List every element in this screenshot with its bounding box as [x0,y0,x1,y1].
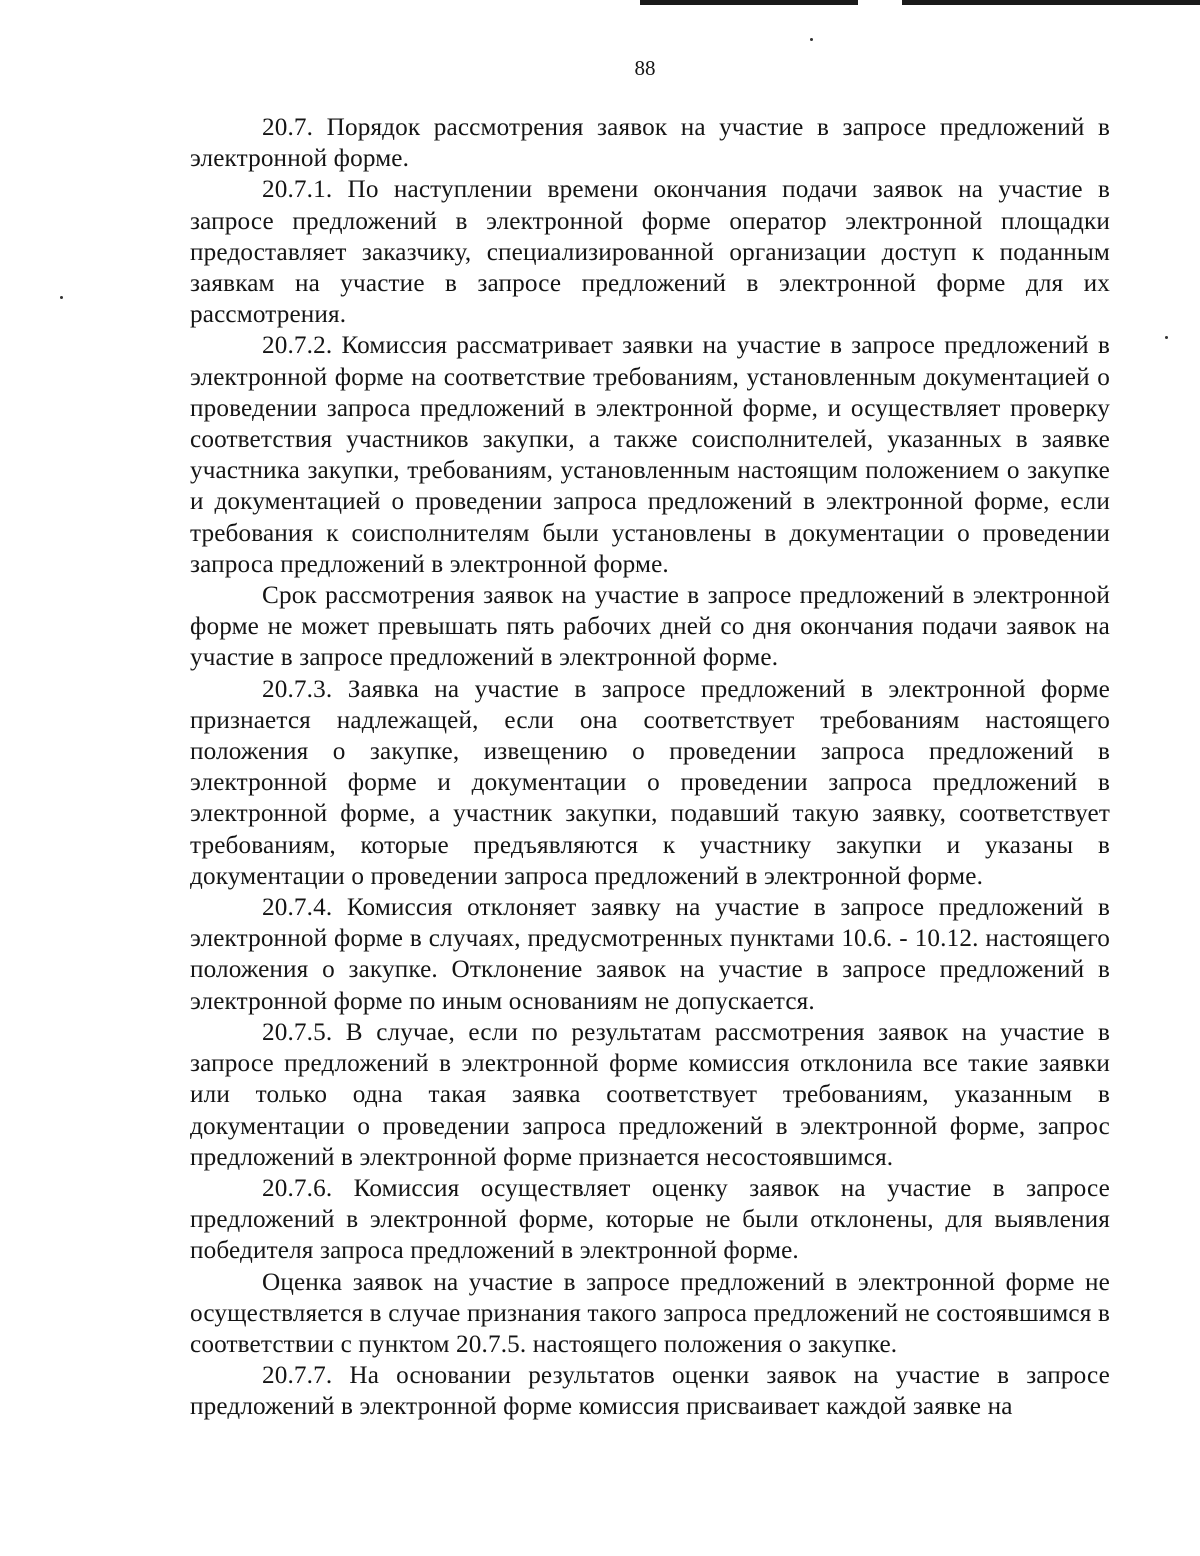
paragraph-review-term: Срок рассмотрения заявок на участие в запросе предложений в электронной форме не может превышать пять рабочих дней со дня окончания подачи заявок на участие в запросе предложений в электронной форме. [190,582,1110,672]
page-number: 88 [634,56,656,80]
scan-speck [810,38,813,41]
scan-speck [1165,336,1168,339]
document-body [190,112,1110,1423]
paragraph-20-7-6: 20.7.6. Комиссия осуществляет оценку заявок на участие в запросе предложений в электронной форме, которые не были отклонены, для выявления победителя запроса предложений в электронной форме. [190,1174,1110,1265]
scan-edge-line [902,0,1200,5]
paragraph-evaluation-note: Оценка заявок на участие в запросе предложений в электронной форме не осуществляется в случае признания такого запроса предложений не состоявшимся в соответствии с пунктом 20.7.5. настоящего положения о закупке. [190,1268,1110,1358]
paragraph-20-7-5: 20.7.5. В случае, если по результатам рассмотрения заявок на участие в запросе предложений в электронной форме комиссия отклонила все такие заявки или только одна такая заявка соответствует требованиям, указанным в документации о проведении запроса предложений в электронной форме, запрос предложений в электронной форме признается несостоявшимся. [190,1018,1110,1171]
paragraph-20-7-3: 20.7.3. Заявка на участие в запросе предложений в электронной форме признается надлежащей, если она соответствует требованиям настоящего положения о закупке, извещению о проведении запроса предложений в электронной форме и документации о проведении запроса предложений в электронной форме, а участник закупки, подавший такую заявку, соответствует требованиям, которые предъявляются к участнику закупки и указаны в документации о проведении запроса предложений в электронной форме. [190,675,1110,890]
paragraph-20-7: 20.7. Порядок рассмотрения заявок на участие в запросе предложений в электронной форме. [190,114,1110,173]
paragraph-20-7-2: 20.7.2. Комиссия рассматривает заявки на участие в запросе предложений в электронной форме на соответствие требованиям, установленным документацией о проведении запроса предложений в электронной форме, и осуществляет проверку соответствия участников закупки, а также соисполнителей, указанных в заявке участника закупки, требованиям, установленным настоящим положением о закупке и документацией о проведении запроса предложений в электронной форме, если требования к соисполнителям были установлены в документации о проведении запроса предложений в электронной форме. [190,332,1110,578]
scan-speck [60,296,63,299]
scan-edge-line [640,0,858,5]
paragraph-20-7-1: 20.7.1. По наступлении времени окончания подачи заявок на участие в запросе предложений в электронной форме оператор электронной площадки предоставляет заказчику, специализированной организации доступ к поданным заявкам на участие в запросе предложений в электронной форме для их рассмотрения. [190,176,1110,329]
paragraph-20-7-7: 20.7.7. На основании результатов оценки заявок на участие в запросе предложений в электронной форме комиссия присваивает каждой заявке на [190,1362,1110,1421]
paragraph-20-7-4: 20.7.4. Комиссия отклоняет заявку на участие в запросе предложений в электронной форме в случаях, предусмотренных пунктами 10.6. - 10.12. настоящего положения о закупке. Отклонение заявок на участие в запросе предложений в электронной форме по иным основаниям не допускается. [190,894,1110,1015]
